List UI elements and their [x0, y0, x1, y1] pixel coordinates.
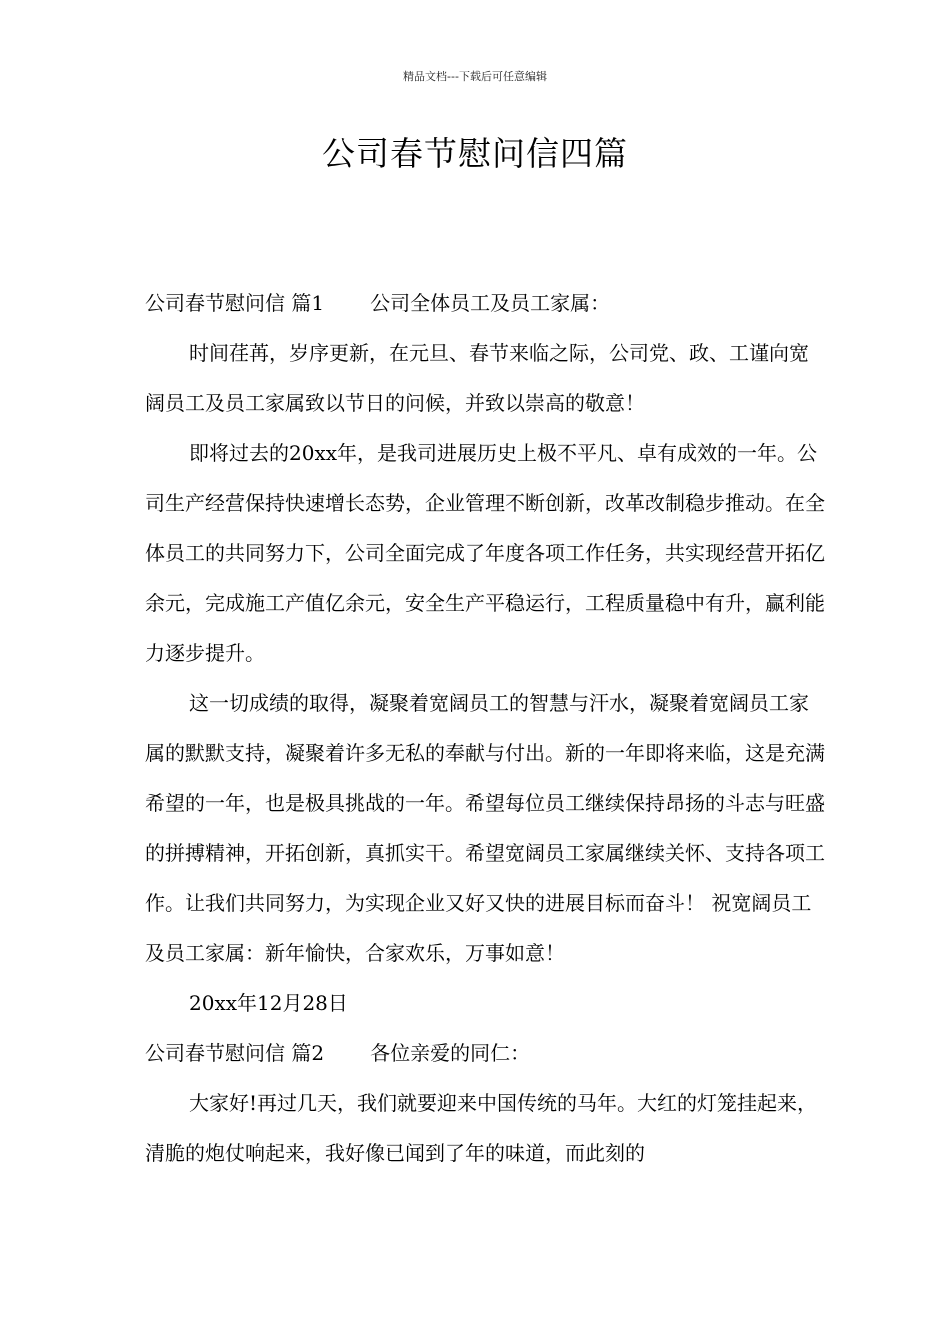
letter2-salutation: 各位亲爱的同仁： — [370, 1041, 531, 1065]
letter1-paragraph-2: 即将过去的20xx年，是我司进展历史上极不平凡、卓有成效的一年。公司生产经营保持快速增长态势，企业管理不断创新，改革改制稳步推动。在全体员工的共同努力下，公司全面完成了年度各项工作任务，共实现经营开拓亿余元，完成施工产值亿余元，安全生产平稳运行，工程质量稳中有升，赢利能力逐步提升。 — [145, 441, 825, 665]
header-note: 精品文档---下载后可任意编辑 — [403, 70, 547, 83]
letter2-heading-line — [145, 1028, 825, 1078]
letter1-salutation: 公司全体员工及员工家属： — [370, 291, 611, 315]
letter2-paragraph-1: 大家好!再过几天，我们就要迎来中国传统的马年。大红的灯笼挂起来，清脆的炮仗响起来，我好像已闻到了年的味道，而此刻的 — [145, 1091, 818, 1165]
document-body — [145, 278, 825, 1178]
letter1-paragraph-3: 这一切成绩的取得，凝聚着宽阔员工的智慧与汗水，凝聚着宽阔员工家属的默默支持，凝聚着许多无私的奉献与付出。新的一年即将来临，这是充满希望的一年，也是极具挑战的一年。希望每位员工继续保持昂扬的斗志与旺盛的拼搏精神，开拓创新，真抓实干。希望宽阔员工家属继续关怀、支持各项工作。让我们共同努力，为实现企业又好又快的进展目标而奋斗！ 祝宽阔员工及员工家属：新年愉快，合家欢乐，万事如意！ — [145, 691, 825, 965]
letter2-heading: 公司春节慰问信 篇2 — [145, 1041, 325, 1065]
letter1-date: 20xx年12月28日 — [189, 991, 348, 1015]
letter1-paragraph-1: 时间荏苒，岁序更新，在元旦、春节来临之际，公司党、政、工谨向宽阔员工及员工家属致以节日的问候，并致以崇高的敬意！ — [145, 341, 809, 415]
letter1-heading: 公司春节慰问信 篇1 — [145, 291, 325, 315]
document-title: 公司春节慰问信四篇 — [322, 134, 628, 173]
letter1-heading-line — [145, 278, 825, 328]
